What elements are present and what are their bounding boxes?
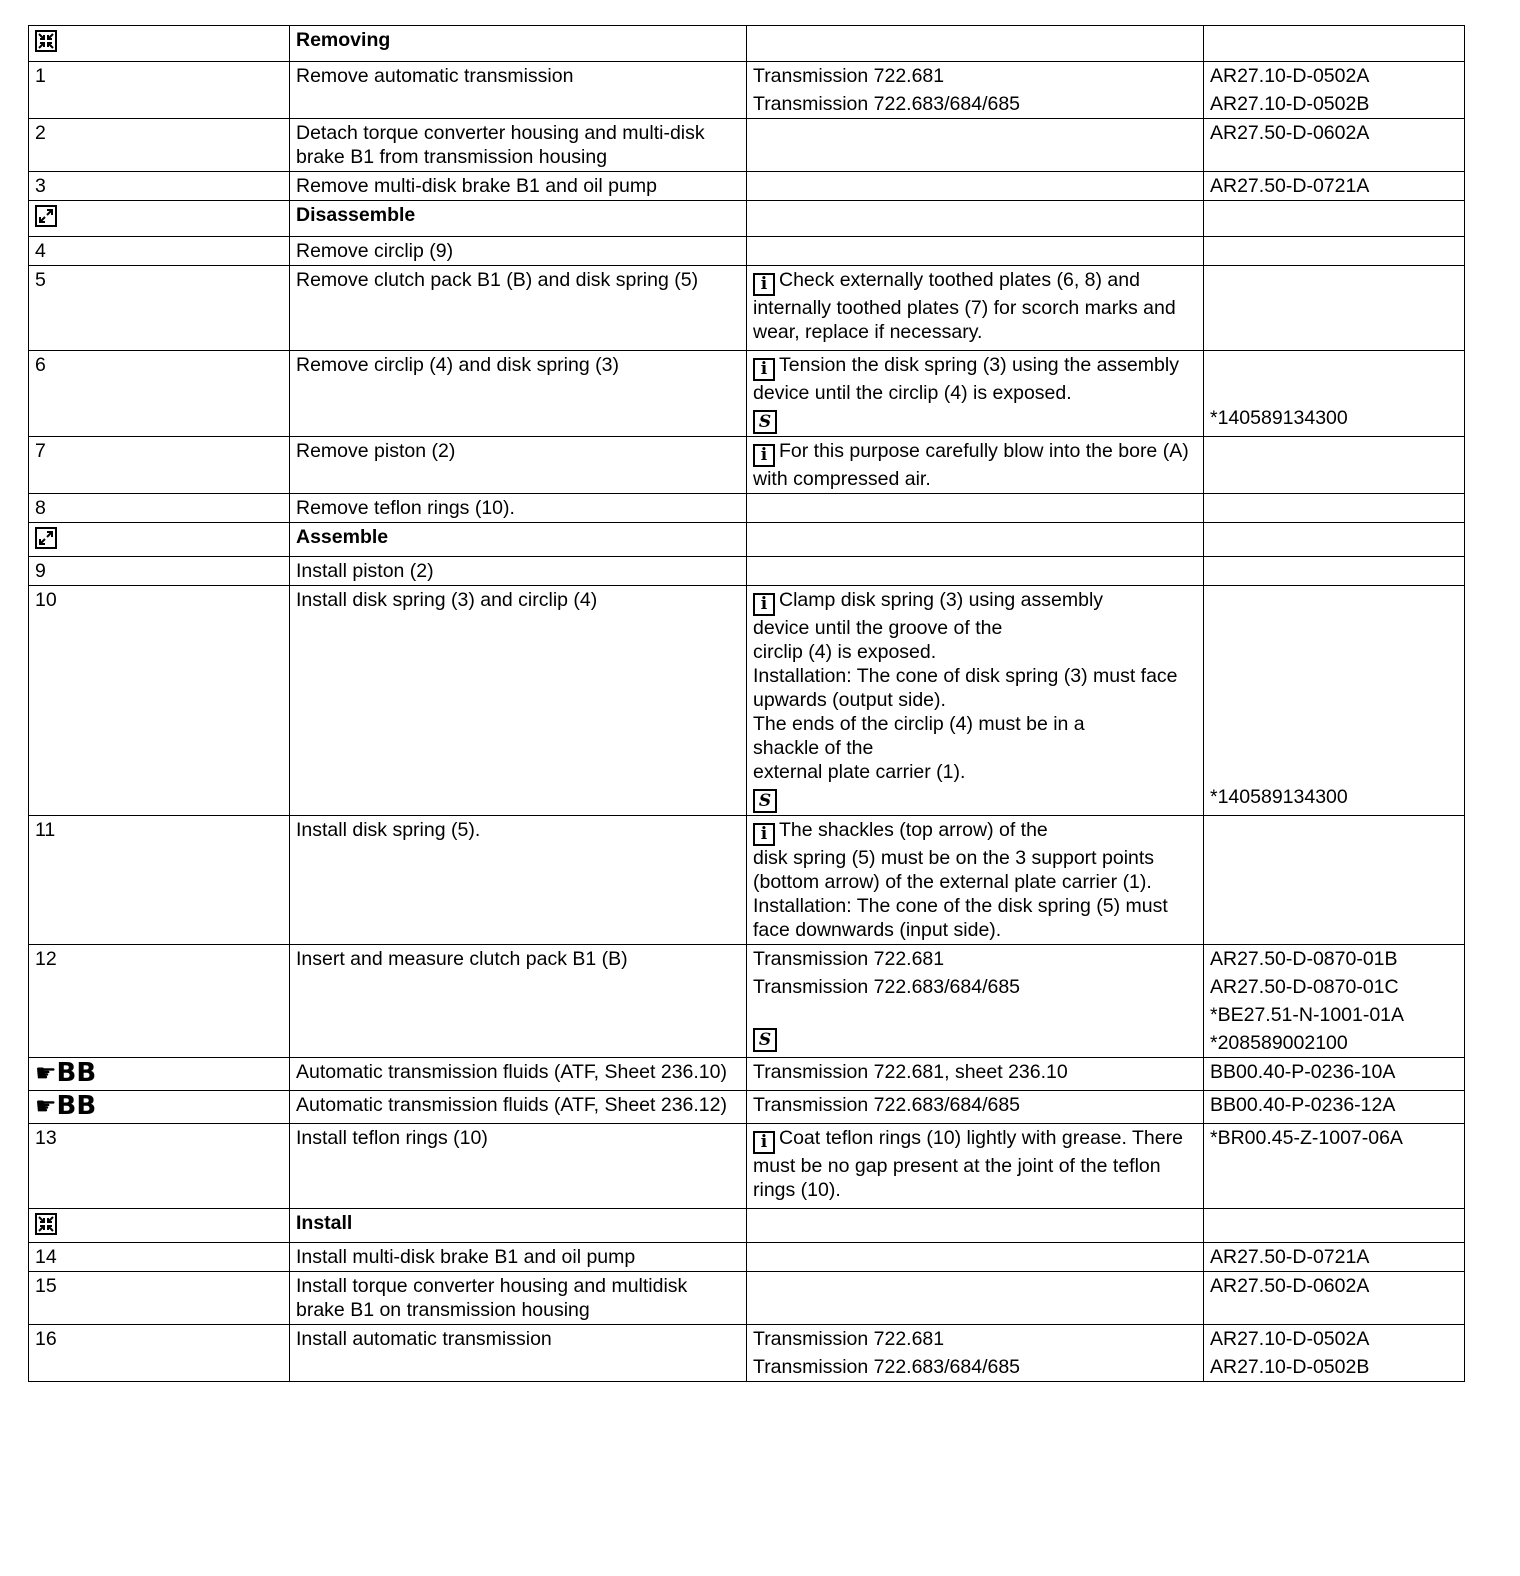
table-row	[29, 437, 1465, 494]
bb-marker: ☛BB	[35, 1091, 97, 1121]
variant-text: Transmission 722.683/684/685	[753, 1356, 1021, 1378]
variant-text: Transmission 722.681, sheet 236.10	[747, 1058, 1204, 1091]
table-row	[29, 945, 1465, 1058]
variant-text: Transmission 722.683/684/685	[753, 93, 1021, 115]
info-icon: i	[753, 444, 775, 467]
step-text: Detach torque converter housing and multi-disk brake B1 from transmission housing	[290, 119, 747, 172]
variant-text: Transmission 722.681	[753, 1328, 945, 1350]
note-text: Installation: The cone of disk spring (3) must face upwards (output side).	[753, 665, 1178, 711]
tool-number[interactable]: *140589134300	[1210, 786, 1348, 808]
reference-link[interactable]: BB00.40-P-0236-10A	[1204, 1058, 1465, 1091]
reference-link[interactable]: AR27.50-D-0870-01B	[1210, 948, 1398, 970]
step-number: 15	[29, 1272, 290, 1325]
step-number: 14	[29, 1243, 290, 1272]
tool-number[interactable]: *208589002100	[1210, 1032, 1348, 1054]
info-icon: i	[753, 823, 775, 846]
table-row	[29, 1272, 1465, 1325]
note-text: The ends of the circlip (4) must be in a	[753, 713, 1085, 735]
section-install-row	[29, 1209, 1465, 1243]
step-text: Insert and measure clutch pack B1 (B)	[290, 945, 747, 1058]
remove-icon	[35, 30, 57, 52]
step-text: Remove piston (2)	[290, 437, 747, 494]
variant-text: Transmission 722.681	[753, 65, 945, 87]
reference-link[interactable]: AR27.50-D-0602A	[1204, 1272, 1465, 1325]
table-row	[29, 266, 1465, 351]
table-row	[29, 1058, 1465, 1091]
step-text: Remove teflon rings (10).	[290, 494, 747, 523]
step-text: Remove circlip (9)	[290, 237, 747, 266]
step-number: 3	[29, 172, 290, 201]
step-text: Install automatic transmission	[290, 1325, 747, 1382]
step-text: Install torque converter housing and multidisk brake B1 on transmission housing	[290, 1272, 747, 1325]
section-title: Assemble	[290, 523, 747, 557]
note-text: Clamp disk spring (3) using assembly	[779, 589, 1104, 611]
step-number: 10	[29, 586, 290, 816]
step-number: 6	[29, 351, 290, 437]
special-tool-icon: S	[753, 410, 777, 434]
section-assemble-row	[29, 523, 1465, 557]
step-number: 13	[29, 1124, 290, 1209]
note-text: For this purpose carefully blow into the bore (A) with compressed air.	[753, 440, 1189, 490]
install-icon	[35, 1213, 57, 1235]
variant-text: Transmission 722.681	[753, 948, 945, 970]
reference-link[interactable]: BB00.40-P-0236-12A	[1204, 1091, 1465, 1124]
step-number: 12	[29, 945, 290, 1058]
pointing-hand-icon: ☛	[35, 1059, 57, 1087]
info-icon: i	[753, 273, 775, 296]
step-number: 7	[29, 437, 290, 494]
section-title: Install	[290, 1209, 747, 1243]
reference-link[interactable]: *BR00.45-Z-1007-06A	[1204, 1124, 1465, 1209]
bb-marker: ☛BB	[35, 1058, 97, 1088]
step-text: Remove multi-disk brake B1 and oil pump	[290, 172, 747, 201]
assemble-icon	[35, 527, 57, 549]
step-number: 8	[29, 494, 290, 523]
table-row	[29, 1325, 1465, 1382]
table-row	[29, 1243, 1465, 1272]
step-text: Remove automatic transmission	[290, 62, 747, 119]
step-text: Install disk spring (3) and circlip (4)	[290, 586, 747, 816]
section-disassemble-row	[29, 201, 1465, 237]
tool-number[interactable]: *140589134300	[1210, 407, 1348, 429]
procedure-table	[28, 25, 1465, 1382]
table-row	[29, 586, 1465, 816]
table-row	[29, 1124, 1465, 1209]
step-number: 9	[29, 557, 290, 586]
note-text: device until the groove of the	[753, 617, 1003, 639]
note-text: The shackles (top arrow) of the	[779, 819, 1048, 841]
reference-link[interactable]: AR27.50-D-0602A	[1204, 119, 1465, 172]
table-row	[29, 351, 1465, 437]
note-text: disk spring (5) must be on the 3 support points (bottom arrow) of the external plate carrier (1).	[753, 847, 1155, 893]
step-number: 2	[29, 119, 290, 172]
reference-link[interactable]: AR27.50-D-0870-01C	[1210, 976, 1399, 998]
step-number: 1	[29, 62, 290, 119]
reference-link[interactable]: AR27.10-D-0502B	[1210, 93, 1370, 115]
step-text: Install multi-disk brake B1 and oil pump	[290, 1243, 747, 1272]
reference-link[interactable]: AR27.10-D-0502A	[1210, 1328, 1370, 1350]
table-row	[29, 494, 1465, 523]
variant-text: Transmission 722.683/684/685	[753, 976, 1021, 998]
variant-text: Transmission 722.683/684/685	[747, 1091, 1204, 1124]
table-row	[29, 172, 1465, 201]
pointing-hand-icon: ☛	[35, 1092, 57, 1120]
table-row	[29, 816, 1465, 945]
special-tool-icon: S	[753, 789, 777, 813]
reference-link[interactable]: AR27.50-D-0721A	[1204, 1243, 1465, 1272]
step-text: Install teflon rings (10)	[290, 1124, 747, 1209]
note-text: Tension the disk spring (3) using the assembly device until the circlip (4) is exposed.	[753, 354, 1179, 404]
table-row	[29, 62, 1465, 119]
note-text: external plate carrier (1).	[753, 761, 966, 783]
section-title: Disassemble	[290, 201, 747, 237]
reference-link[interactable]: AR27.10-D-0502B	[1210, 1356, 1370, 1378]
info-icon: i	[753, 1131, 775, 1154]
step-text: Remove circlip (4) and disk spring (3)	[290, 351, 747, 437]
reference-link[interactable]: AR27.10-D-0502A	[1210, 65, 1370, 87]
note-text: Check externally toothed plates (6, 8) and internally toothed plates (7) for scorch marks and wear, replace if necessary.	[753, 269, 1176, 343]
note-text: Installation: The cone of the disk spring (5) must face downwards (input side).	[753, 895, 1168, 941]
step-number: 16	[29, 1325, 290, 1382]
table-row	[29, 119, 1465, 172]
step-number: 11	[29, 816, 290, 945]
table-row	[29, 557, 1465, 586]
section-title: Removing	[290, 26, 747, 62]
note-text: shackle of the	[753, 737, 874, 759]
table-row	[29, 1091, 1465, 1124]
step-number: 5	[29, 266, 290, 351]
reference-link[interactable]: AR27.50-D-0721A	[1204, 172, 1465, 201]
reference-link[interactable]: *BE27.51-N-1001-01A	[1210, 1004, 1405, 1026]
step-text: Automatic transmission fluids (ATF, Sheet 236.12)	[290, 1091, 747, 1124]
note-text: Coat teflon rings (10) lightly with grease. There must be no gap present at the joint of the teflon rings (10).	[753, 1127, 1183, 1201]
special-tool-icon: S	[753, 1028, 777, 1052]
step-text: Install piston (2)	[290, 557, 747, 586]
step-text: Automatic transmission fluids (ATF, Sheet 236.10)	[290, 1058, 747, 1091]
step-number: 4	[29, 237, 290, 266]
section-removing-row	[29, 26, 1465, 62]
disassemble-icon	[35, 205, 57, 227]
info-icon: i	[753, 358, 775, 381]
info-icon: i	[753, 593, 775, 616]
note-text: circlip (4) is exposed.	[753, 641, 937, 663]
table-row	[29, 237, 1465, 266]
step-text: Install disk spring (5).	[290, 816, 747, 945]
step-text: Remove clutch pack B1 (B) and disk spring (5)	[290, 266, 747, 351]
